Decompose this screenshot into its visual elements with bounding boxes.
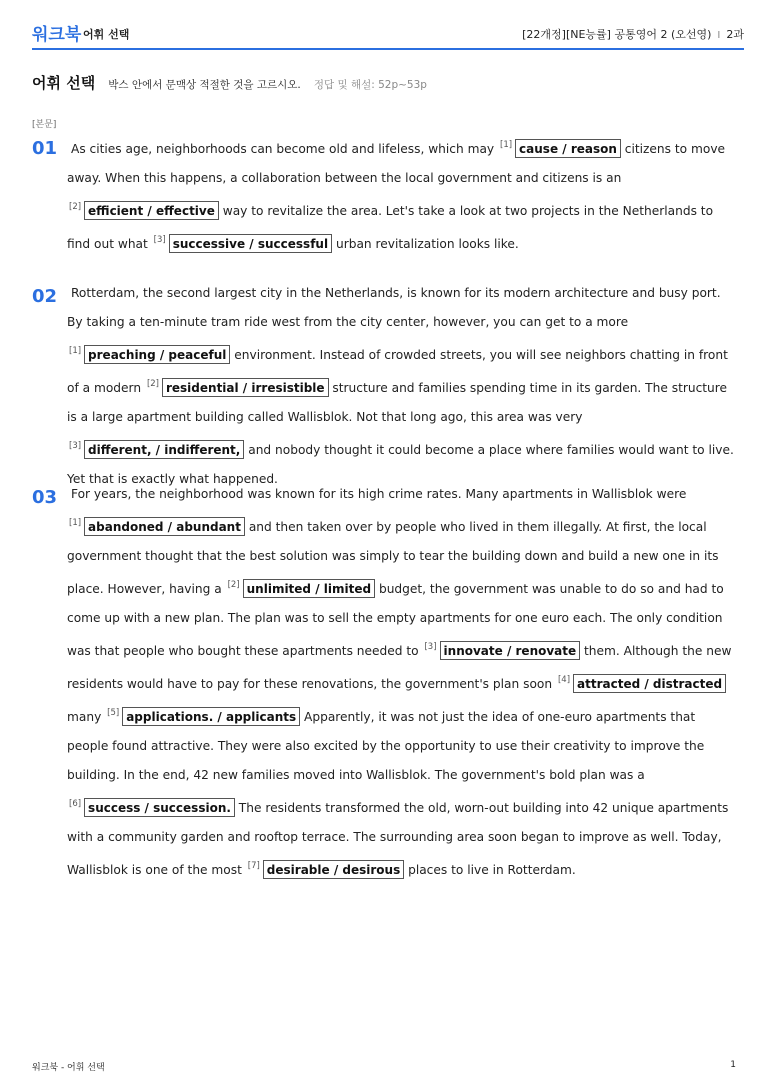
- choice-box[interactable]: successive / successful: [169, 234, 332, 253]
- passage-number: 01: [32, 138, 58, 159]
- passage-segment: way to revitalize the area. Let's take a look at two projects in the Netherlands to find out what: [67, 204, 714, 251]
- header-divider: I: [717, 30, 721, 41]
- course-info: [522, 26, 744, 42]
- choice-box[interactable]: efficient / effective: [84, 201, 219, 220]
- choice-box[interactable]: different, / indifferent,: [84, 440, 244, 459]
- passage-segment: Apparently, it was not just the idea of one-euro apartments that people found attractive. They were also excited by the opportunity to use their creativity to improve the building. In the end, 42 new families moved into Wallisblok. The government's bold plan was a: [67, 710, 705, 782]
- brand-logo: 워크북: [32, 25, 82, 45]
- passage-text: [67, 279, 738, 494]
- passage-03: [32, 480, 738, 885]
- title-row: [32, 72, 427, 93]
- blank-choice[interactable]: [422, 644, 580, 658]
- blank-number: [3]: [153, 235, 166, 245]
- passage-text: [67, 480, 738, 885]
- header-subtitle: 어휘 선택: [83, 28, 130, 41]
- passage-segment: them. Although the new residents would have to pay for these renovations, the government's plan soon: [67, 644, 732, 691]
- passage-segment: The residents transformed the old, worn-out building into 42 unique apartments with a community garden and rooftop terrace. The surrounding area soon began to improve as well. Today, Wallisblok is one of the most: [67, 801, 729, 877]
- blank-number: [1]: [69, 346, 82, 356]
- blank-choice[interactable]: [145, 381, 329, 395]
- passage-segment: many: [67, 710, 102, 724]
- answer-reference: 정답 및 해설: 52p~53p: [313, 79, 427, 91]
- blank-number: [6]: [69, 799, 82, 809]
- passage-segment: places to live in Rotterdam.: [408, 863, 576, 877]
- choice-box[interactable]: applications. / applicants: [122, 707, 300, 726]
- blank-choice[interactable]: [152, 237, 332, 251]
- passage-02: [32, 279, 738, 494]
- passage-segment: Rotterdam, the second largest city in the Netherlands, is known for its modern architecture and busy port. By taking a ten-minute tram ride west from the city center, however, you can get to a more: [67, 286, 721, 329]
- blank-number: [7]: [247, 861, 260, 871]
- blank-number: [4]: [557, 675, 571, 685]
- choice-box[interactable]: innovate / renovate: [440, 641, 581, 660]
- passage-segment: budget, the government was unable to do so and had to come up with a new plan. The plan was to sell the empty apartments for one euro each. The only condition was that people who bought these apartments needed to: [67, 582, 724, 658]
- passage-segment: and then taken over by people who lived in them illegally. At first, the local government thought that the best solution was simply to tear the building down and build a new one in its place. However, having a: [67, 520, 719, 596]
- blank-choice[interactable]: [67, 204, 219, 218]
- choice-box[interactable]: cause / reason: [515, 139, 621, 158]
- blank-choice[interactable]: [226, 582, 376, 596]
- passage-segment: citizens to move away. When this happens, a collaboration between the local government and citizens is an: [67, 142, 726, 185]
- page-header: [32, 18, 744, 50]
- passage-segment: urban revitalization looks like.: [335, 237, 519, 251]
- blank-choice[interactable]: [67, 520, 245, 534]
- blank-number: [2]: [146, 379, 159, 389]
- footer-title: 워크북 - 어휘 선택: [32, 1063, 105, 1073]
- choice-box[interactable]: abandoned / abundant: [84, 517, 245, 536]
- section-label: [본문]: [32, 120, 57, 130]
- blank-number: [1]: [500, 140, 513, 150]
- blank-choice[interactable]: [498, 142, 621, 156]
- course-title: [22개정][NE능률] 공통영어 2 (오선영): [522, 28, 712, 41]
- blank-number: [2]: [69, 202, 82, 212]
- choice-box[interactable]: attracted / distracted: [573, 674, 726, 693]
- page-number: 1: [730, 1060, 736, 1070]
- blank-choice[interactable]: [105, 710, 300, 724]
- passage-text: [67, 131, 738, 259]
- passage-segment: environment. Instead of crowded streets, you will see neighbors chatting in front of a modern: [67, 348, 728, 395]
- passage-segment: For years, the neighborhood was known for its high crime rates. Many apartments in Wallisblok were: [71, 487, 687, 501]
- passage-segment: structure and families spending time in its garden. The structure is a large apartment building called Wallisblok. Not that long ago, this area was very: [67, 381, 728, 424]
- blank-number: [1]: [69, 518, 82, 528]
- passage-number: 03: [32, 487, 58, 508]
- choice-box[interactable]: preaching / peaceful: [84, 345, 230, 364]
- passage-segment: As cities age, neighborhoods can become old and lifeless, which may: [71, 142, 495, 156]
- page-title: 어휘 선택: [32, 74, 96, 92]
- blank-number: [3]: [69, 441, 82, 451]
- passage-number: 02: [32, 286, 58, 307]
- choice-box[interactable]: unlimited / limited: [243, 579, 375, 598]
- passage-segment: and nobody thought it could become a place where families would want to live. Yet that is exactly what happened.: [67, 443, 734, 486]
- blank-choice[interactable]: [246, 863, 404, 877]
- blank-choice[interactable]: [67, 801, 235, 815]
- blank-number: [2]: [227, 580, 240, 590]
- lesson-label: 2과: [726, 28, 744, 41]
- blank-choice[interactable]: [67, 348, 230, 362]
- choice-box[interactable]: residential / irresistible: [162, 378, 329, 397]
- blank-choice[interactable]: [67, 443, 244, 457]
- passage-01: [32, 131, 738, 259]
- blank-number: [5]: [107, 708, 120, 718]
- choice-box[interactable]: desirable / desirous: [263, 860, 404, 879]
- choice-box[interactable]: success / succession.: [84, 798, 235, 817]
- instruction-text: 박스 안에서 문맥상 적절한 것을 고르시오.: [108, 79, 301, 91]
- blank-choice[interactable]: [556, 677, 726, 691]
- blank-number: [3]: [424, 642, 437, 652]
